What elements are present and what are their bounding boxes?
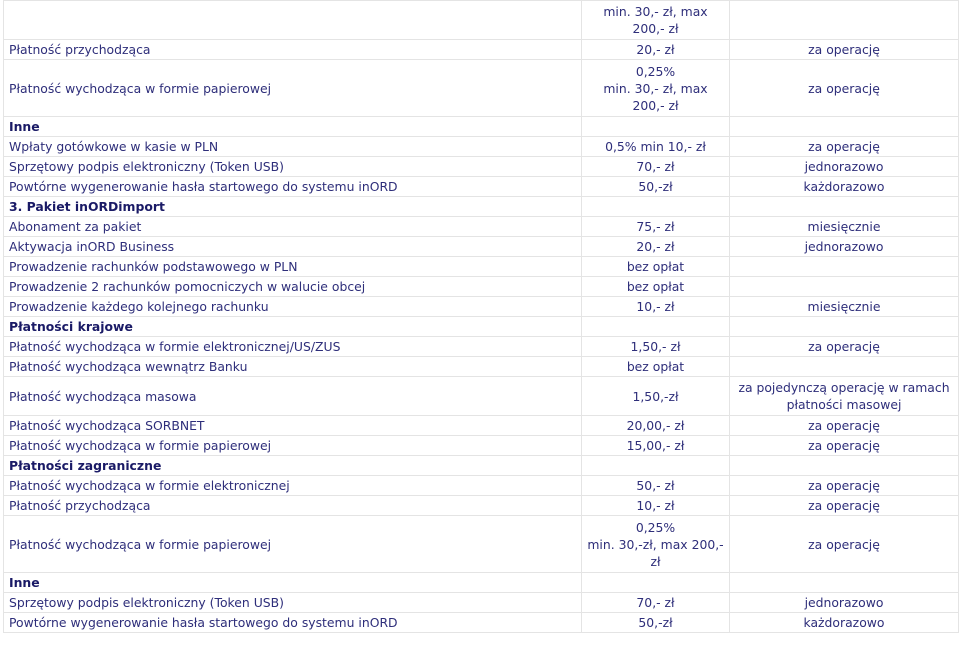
table-row [4, 40, 959, 60]
row-frequency: jednorazowo [730, 237, 959, 257]
table-row [4, 516, 959, 573]
table-row [4, 237, 959, 257]
row-frequency: jednorazowo [730, 157, 959, 177]
row-frequency: miesięcznie [730, 297, 959, 317]
row-frequency: każdorazowo [730, 613, 959, 633]
row-description: Płatność przychodząca [4, 496, 582, 516]
row-frequency: miesięcznie [730, 217, 959, 237]
row-description: Płatność wychodząca w formie elektronicznej [4, 476, 582, 496]
table-row [4, 476, 959, 496]
section-title: Płatności krajowe [4, 317, 582, 337]
row-frequency [730, 357, 959, 377]
table-row [4, 436, 959, 456]
row-description: Płatność wychodząca w formie elektronicznej/US/ZUS [4, 337, 582, 357]
table-row [4, 416, 959, 436]
row-description: Płatność wychodząca w formie papierowej [4, 436, 582, 456]
row-description: Wpłaty gotówkowe w kasie w PLN [4, 137, 582, 157]
row-amount: 15,00,- zł [582, 436, 730, 456]
row-description: Abonament za pakiet [4, 217, 582, 237]
table-row [4, 177, 959, 197]
row-description: Prowadzenie 2 rachunków pomocniczych w walucie obcej [4, 277, 582, 297]
table-row [4, 217, 959, 237]
row-amount: 0,5% min 10,- zł [582, 137, 730, 157]
row-description: Płatność wychodząca w formie papierowej [4, 60, 582, 117]
row-frequency [730, 1, 959, 40]
min-max-range: min. 30,- zł, max 200,- zł [603, 80, 708, 113]
min-max-range: min. 30,-zł, max 200,- zł [587, 536, 724, 569]
table-row [4, 297, 959, 317]
section-header [4, 117, 959, 137]
row-description: Powtórne wygenerowanie hasła startowego do systemu inORD [4, 613, 582, 633]
row-description: Płatność wychodząca masowa [4, 377, 582, 416]
row-amount: 1,50,-zł [582, 377, 730, 416]
row-amount: 20,00,- zł [582, 416, 730, 436]
row-description: Prowadzenie każdego kolejnego rachunku [4, 297, 582, 317]
row-amount: 50,-zł [582, 613, 730, 633]
row-description: Sprzętowy podpis elektroniczny (Token USB) [4, 593, 582, 613]
row-description: Powtórne wygenerowanie hasła startowego do systemu inORD [4, 177, 582, 197]
row-amount: 1,50,- zł [582, 337, 730, 357]
percent-rate: 0,25% [635, 63, 676, 79]
row-amount [582, 60, 730, 117]
row-amount: bez opłat [582, 257, 730, 277]
table-row [4, 277, 959, 297]
row-frequency: za pojedynczą operację w ramach płatności masowej [730, 377, 959, 416]
row-description: Płatność wychodząca SORBNET [4, 416, 582, 436]
row-amount: min. 30,- zł, max 200,- zł [582, 1, 730, 40]
row-description: Płatność przychodząca [4, 40, 582, 60]
table-row [4, 60, 959, 117]
row-amount: bez opłat [582, 357, 730, 377]
table-row [4, 1, 959, 40]
row-amount: 50,-zł [582, 177, 730, 197]
row-amount [582, 516, 730, 573]
row-frequency: za operację [730, 516, 959, 573]
table-row [4, 377, 959, 416]
row-frequency: za operację [730, 496, 959, 516]
row-frequency: jednorazowo [730, 593, 959, 613]
row-amount: 50,- zł [582, 476, 730, 496]
section-title: Płatności zagraniczne [4, 456, 582, 476]
section-header [4, 197, 959, 217]
row-frequency: za operację [730, 137, 959, 157]
table-row [4, 157, 959, 177]
table-row [4, 337, 959, 357]
row-description [4, 1, 582, 40]
row-description: Płatność wychodząca wewnątrz Banku [4, 357, 582, 377]
row-frequency: za operację [730, 337, 959, 357]
row-amount: bez opłat [582, 277, 730, 297]
table-row [4, 257, 959, 277]
row-description: Sprzętowy podpis elektroniczny (Token USB) [4, 157, 582, 177]
section-title: Inne [4, 573, 582, 593]
table-row [4, 137, 959, 157]
row-amount: 10,- zł [582, 297, 730, 317]
row-frequency [730, 277, 959, 297]
row-amount: 10,- zł [582, 496, 730, 516]
row-amount: 75,- zł [582, 217, 730, 237]
section-header [4, 573, 959, 593]
section-header [4, 456, 959, 476]
fee-table [3, 0, 959, 633]
table-row [4, 613, 959, 633]
section-header [4, 317, 959, 337]
row-frequency: za operację [730, 40, 959, 60]
table-row [4, 496, 959, 516]
row-amount: 20,- zł [582, 40, 730, 60]
percent-rate: 0,25% [635, 519, 676, 535]
row-frequency: za operację [730, 416, 959, 436]
row-description: Prowadzenie rachunków podstawowego w PLN [4, 257, 582, 277]
row-amount: 20,- zł [582, 237, 730, 257]
row-amount: 70,- zł [582, 593, 730, 613]
row-frequency: za operację [730, 476, 959, 496]
table-row [4, 357, 959, 377]
row-frequency [730, 257, 959, 277]
row-frequency: za operację [730, 436, 959, 456]
row-frequency: za operację [730, 60, 959, 117]
row-amount: 70,- zł [582, 157, 730, 177]
table-row [4, 593, 959, 613]
section-title: Inne [4, 117, 582, 137]
row-frequency: każdorazowo [730, 177, 959, 197]
row-description: Płatność wychodząca w formie papierowej [4, 516, 582, 573]
section-title: 3. Pakiet inORDimport [4, 197, 582, 217]
row-description: Aktywacja inORD Business [4, 237, 582, 257]
